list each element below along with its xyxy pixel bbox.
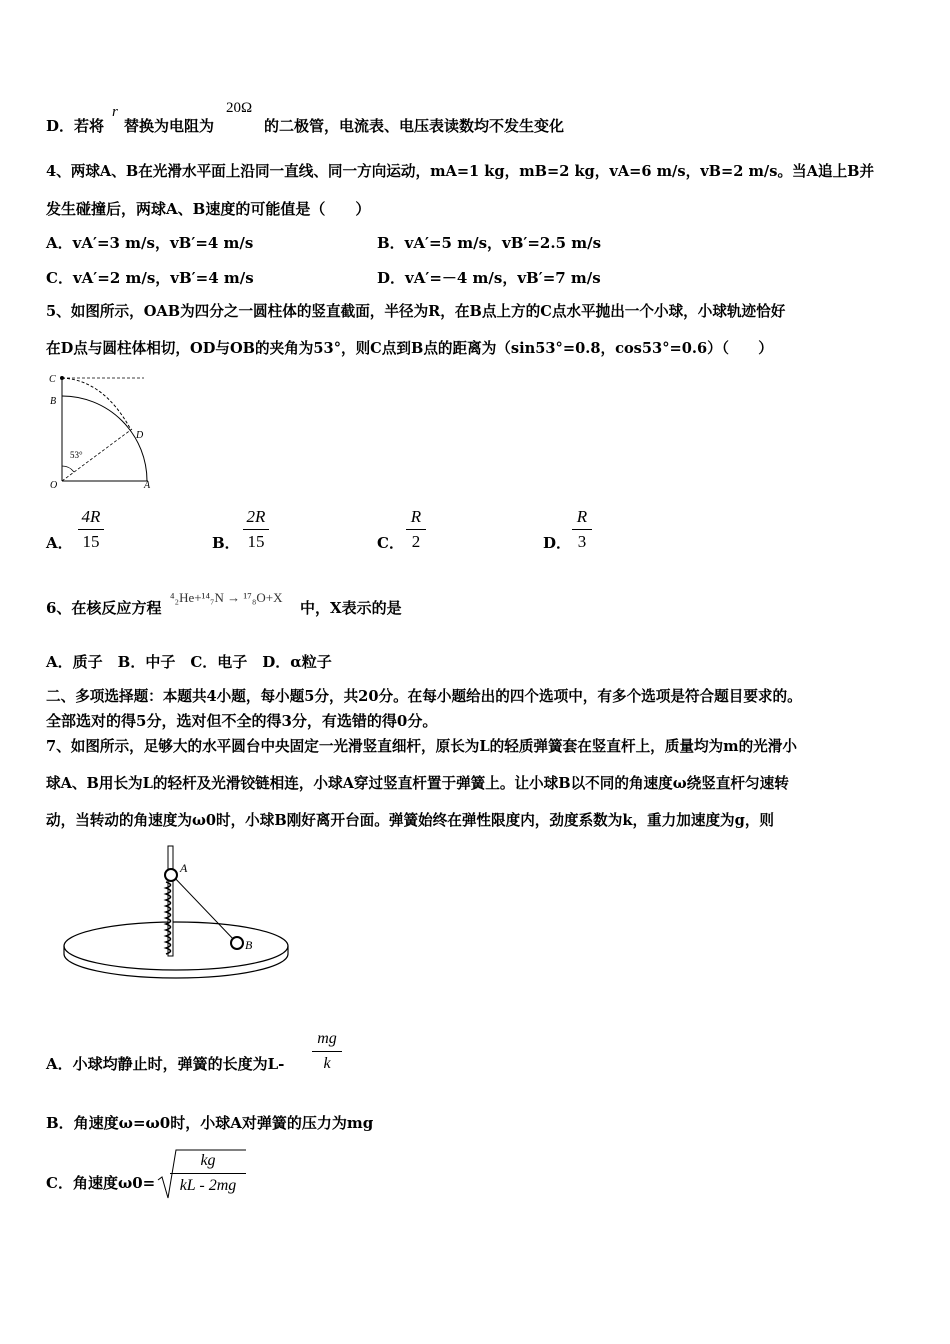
fig-point-c — [60, 376, 64, 380]
q7-option-a-text: A．小球均静止时，弹簧的长度为L- — [46, 1055, 285, 1073]
q5-option-a-label: A． — [46, 534, 73, 552]
fig-label-o: O — [50, 480, 58, 491]
q6-options: A．质子 B．中子 C．电子 D．α粒子 — [46, 653, 332, 671]
fig-label-angle: 53° — [70, 450, 83, 460]
fig-turntable-top — [64, 922, 288, 970]
q5-a-den: 15 — [82, 532, 100, 551]
q7-a-num: mg — [317, 1030, 337, 1047]
q3d-var-r: r — [112, 104, 118, 120]
fig-ball-a — [165, 869, 177, 881]
q5-option-d-label: D． — [543, 534, 572, 552]
fig-label-ball-b: B — [245, 938, 253, 952]
q5-b-num: 2R — [246, 507, 266, 526]
q7-a-den: k — [323, 1055, 331, 1072]
fig-arc-ba — [62, 396, 147, 481]
q7-c-bar — [170, 1173, 246, 1174]
q7-c-num: kg — [200, 1152, 216, 1169]
section2-line1: 二、多项选择题：本题共4小题，每小题5分，共20分。在每小题给出的四个选项中，有多个选项是符合题目要求的。 — [46, 688, 802, 705]
fig-label-d: D — [136, 430, 144, 441]
fig-label-b: B — [50, 396, 57, 407]
q5-quarter-circle-figure — [44, 366, 164, 492]
fig-angle-arc — [62, 466, 74, 472]
q4-line1: 4、两球A、B在光滑水平面上沿同一直线、同一方向运动，mA=1 kg，mB=2 kg，vA=6 m/s，vB=2 m/s。当A追上B并 — [46, 163, 875, 180]
fig-label-ball-a: A — [180, 861, 188, 875]
q5-c-bar — [406, 529, 426, 530]
q5-b-den: 15 — [247, 532, 265, 551]
q7-option-b: B．角速度ω=ω0时，小球A对弹簧的压力为mg — [46, 1114, 374, 1132]
q4-option-b: B．vA′=5 m/s，vB′=2.5 m/s — [377, 234, 602, 252]
q5-d-bar — [572, 529, 592, 530]
q5-option-c-fraction — [406, 506, 426, 553]
q5-line1: 5、如图所示，OAB为四分之一圆柱体的竖直截面，半径为R，在B点上方的C点水平抛出一个小球，小球轨迹恰好 — [46, 303, 786, 320]
q5-b-bar — [243, 529, 269, 530]
q7-line2: 球A、B用长为L的轻杆及光滑铰链相连，小球A穿过竖直杆置于弹簧上。让小球B以不同的角速度ω绕竖直杆匀速转 — [46, 775, 789, 792]
q7-a-bar — [312, 1051, 342, 1052]
q4-line2: 发生碰撞后，两球A、B速度的可能值是（ ） — [46, 200, 371, 218]
q3d-resistance: 20Ω — [226, 100, 253, 116]
q7-c-den: kL - 2mg — [179, 1177, 237, 1194]
q7-turntable-figure — [62, 842, 302, 1002]
fig-trajectory — [62, 378, 131, 430]
q5-option-d-fraction — [572, 506, 592, 553]
q5-option-b-label: B． — [212, 534, 240, 552]
q3d-mid: 替换为电阻为 — [124, 117, 215, 135]
q5-c-num: R — [410, 507, 422, 526]
q6-prefix: 6、在核反应方程 — [46, 599, 162, 617]
q5-a-num: 4R — [81, 507, 101, 526]
section2-line2: 全部选对的得5分，选对但不全的得3分，有选错的得0分。 — [46, 712, 438, 730]
fig-label-c: C — [49, 374, 56, 385]
q5-d-num: R — [576, 507, 588, 526]
q3d-suffix: 的二极管，电流表、电压表读数均不发生变化 — [264, 117, 565, 135]
q5-option-c-label: C． — [377, 534, 404, 552]
q6-equation: ⁴₂He+¹⁴₇N → ¹⁷₈O+X — [170, 590, 283, 605]
q4-option-d: D．vA′=－4 m/s，vB′=7 m/s — [377, 269, 601, 287]
q7-line1: 7、如图所示，足够大的水平圆台中央固定一光滑竖直细杆，原长为L的轻质弹簧套在竖直杆上，质量均为m的光滑小 — [46, 738, 797, 755]
q5-option-b-fraction — [243, 506, 269, 553]
q4-option-c: C．vA′=2 m/s，vB′=4 m/s — [46, 269, 254, 287]
q7-line3: 动，当转动的角速度为ω0时，小球B刚好离开台面。弹簧始终在弹性限度内，劲度系数为k，重力加速度为g，则 — [46, 812, 775, 829]
q5-line2: 在D点与圆柱体相切，OD与OB的夹角为53°，则C点到B点的距离为（sin53°=0.8，cos53°=0.6）（ ） — [46, 340, 773, 357]
q5-option-a-fraction — [78, 506, 104, 553]
q3d-prefix: D．若将 — [46, 117, 105, 135]
fig-label-a: A — [144, 480, 151, 491]
q7-option-c-fraction — [170, 1150, 246, 1197]
q7-option-a-fraction — [312, 1028, 342, 1075]
q6-suffix: 中，X表示的是 — [300, 599, 402, 617]
q5-a-bar — [78, 529, 104, 530]
q3-option-d — [46, 116, 104, 136]
q7-option-c-text: C．角速度ω0= — [46, 1174, 156, 1192]
fig-ball-b — [231, 937, 243, 949]
q5-c-den: 2 — [411, 532, 421, 551]
q5-d-den: 3 — [577, 532, 587, 551]
q4-option-a: A．vA′=3 m/s，vB′=4 m/s — [46, 234, 254, 252]
